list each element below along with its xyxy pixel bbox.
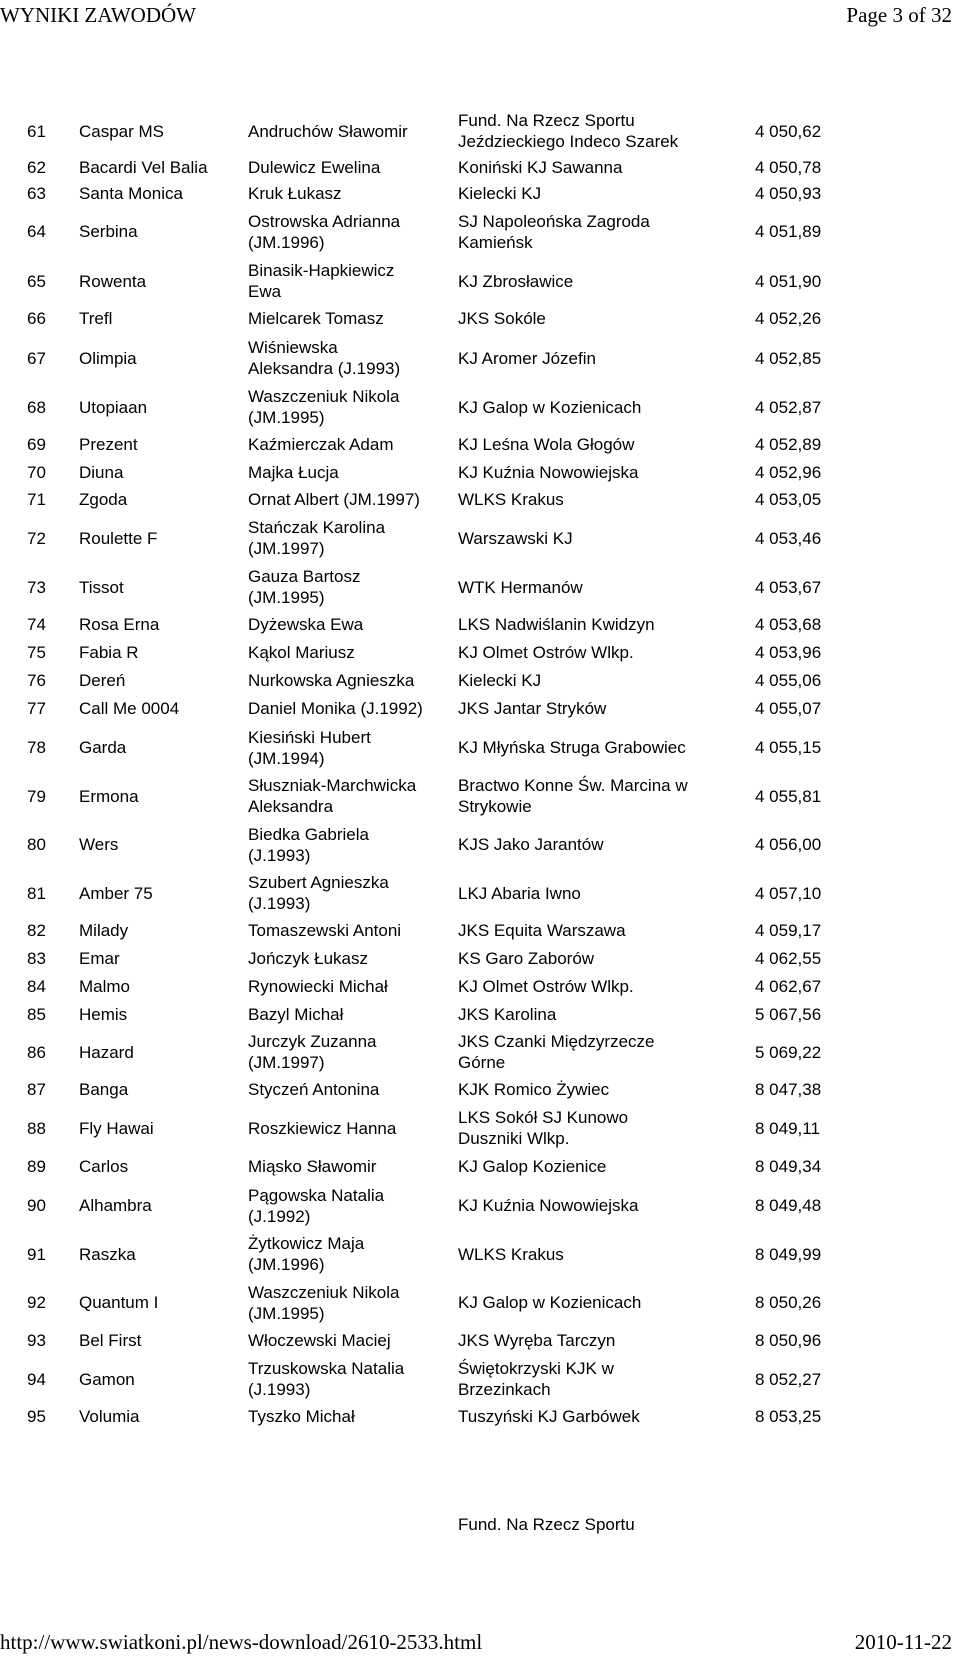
horse-name: Fabia R [79,643,139,662]
rider-name: Ornat Albert (JM.1997) [248,490,420,509]
row-number: 80 [27,835,46,854]
row-number: 72 [27,528,46,548]
result-value: 4 052,26 [755,309,822,328]
table-row [0,383,960,431]
horse-name: Rosa Erna [79,615,160,634]
rider-name: Binasik-Hapkiewicz Ewa [248,261,395,301]
result-value: 4 052,85 [755,348,822,368]
horse-name: Milady [79,921,129,940]
rider-name: Wiśniewska Aleksandra (J.1993) [248,338,401,378]
club-name: Bractwo Konne Św. Marcina w Strykowie [458,776,688,816]
result-value: 8 049,34 [755,1157,822,1176]
horse-name: Serbina [79,222,138,241]
result-value: 8 050,96 [755,1331,822,1350]
table-row [0,1001,960,1028]
result-value: 4 053,46 [755,528,822,548]
table-row [0,611,960,638]
horse-name: Rowenta [79,271,147,291]
rider-name: Ostrowska Adrianna (JM.1996) [248,211,401,252]
club-name: JKS Equita Warszawa [458,921,626,940]
club-name: Tuszyński KJ Garbówek [458,1407,640,1426]
club-name: WTK Hermanów [458,577,583,597]
rider-name: Trzuskowska Natalia (J.1993) [248,1359,405,1399]
row-number: 66 [27,309,46,328]
rider-name: Mielcarek Tomasz [248,309,384,328]
result-value: 4 050,62 [755,121,822,141]
horse-name: Olimpia [79,348,137,368]
club-name: Świętokrzyski KJK w Brzezinkach [458,1359,614,1399]
horse-name: Wers [79,835,119,854]
club-name: JKS Jantar Stryków [458,699,607,718]
page-header-title: WYNIKI ZAWODÓW [0,3,197,27]
row-number: 81 [27,883,46,903]
rider-name: Kiesiński Hubert (JM.1994) [248,727,371,768]
club-name: Kielecki KJ [458,671,542,690]
table-row [0,723,960,772]
club-name: KJ Młyńska Struga Grabowiec [458,738,686,757]
row-number: 76 [27,671,46,690]
result-value: 8 052,27 [755,1369,822,1389]
result-value: 4 053,96 [755,643,822,662]
horse-name: Carlos [79,1157,129,1176]
result-value: 4 052,89 [755,435,822,454]
table-row [0,109,960,153]
result-value: 4 050,93 [755,183,822,203]
row-number: 93 [27,1331,46,1350]
horse-name: Raszka [79,1244,136,1264]
horse-name: Tissot [79,577,124,597]
club-name: LKS Sokół SJ Kunowo Duszniki Wlkp. [458,1108,629,1148]
table-row [0,1278,960,1327]
rider-name: Miąsko Sławomir [248,1157,377,1176]
club-name: KJ Kuźnia Nowowiejska [458,463,639,482]
horse-name: Gamon [79,1369,135,1389]
row-number: 89 [27,1157,46,1176]
club-name: Warszawski KJ [458,528,573,548]
table-row [0,1181,960,1230]
row-number: 83 [27,949,46,968]
page-date: 2010-11-22 [854,1630,952,1654]
club-name: KJ Galop Kozienice [458,1157,607,1176]
result-value: 4 062,55 [755,949,822,968]
horse-name: Amber 75 [79,883,153,903]
rider-name: Roszkiewicz Hanna [248,1118,397,1138]
row-number: 61 [27,121,46,141]
table-row [0,945,960,972]
table-row [0,869,960,917]
row-number: 62 [27,157,46,177]
table-row [0,1076,960,1103]
table-row [0,1028,960,1076]
rider-name: Waszczeniuk Nikola (JM.1995) [248,387,400,427]
rider-name: Szubert Agnieszka (J.1993) [248,873,389,913]
result-value: 4 057,10 [755,883,822,903]
club-name: KJ Zbrosławice [458,271,574,291]
table-row [0,154,960,180]
result-value: 4 050,78 [755,157,822,177]
horse-name: Call Me 0004 [79,699,180,718]
rider-name: Rynowiecki Michał [248,977,388,996]
table-row [0,917,960,944]
result-value: 4 056,00 [755,835,822,854]
result-value: 8 047,38 [755,1080,822,1099]
rider-name: Daniel Monika (J.1992) [248,699,423,718]
horse-name: Trefl [79,309,113,328]
table-row [0,305,960,332]
table-row [0,1104,960,1152]
result-value: 5 067,56 [755,1005,822,1024]
horse-name: Caspar MS [79,121,165,141]
row-number: 92 [27,1293,46,1312]
table-row [0,973,960,1000]
row-number: 70 [27,463,46,482]
row-number: 84 [27,977,46,996]
row-number: 88 [27,1118,46,1138]
rider-name: Bazyl Michał [248,1005,344,1024]
horse-name: Zgoda [79,490,128,509]
rider-name: Żytkowicz Maja (JM.1996) [248,1234,365,1274]
table-row [0,257,960,305]
rider-name: Dulewicz Ewelina [248,157,381,177]
horse-name: Ermona [79,786,139,806]
horse-name: Utopiaan [79,397,148,417]
table-row [0,180,960,206]
horse-name: Diuna [79,463,124,482]
page-url: http://www.swiatkoni.pl/news-download/2610-2533.html [0,1630,483,1654]
row-number: 79 [27,786,46,806]
result-value: 4 055,06 [755,671,822,690]
result-value: 4 051,89 [755,222,822,241]
club-name: JKS Czanki Międzyrzecze Górne [458,1032,655,1072]
row-number: 91 [27,1244,46,1264]
table-row [0,695,960,722]
club-name: KJ Galop w Kozienicach [458,1293,642,1312]
club-name: Koniński KJ Sawanna [458,157,623,177]
rider-name: Gauza Bartosz (JM.1995) [248,567,361,607]
result-value: 4 059,17 [755,921,822,940]
club-name: JKS Wyręba Tarczyn [458,1331,616,1350]
club-name: JKS Karolina [458,1005,557,1024]
club-name: SJ Napoleońska Zagroda Kamieńsk [458,211,650,252]
result-value: 8 050,26 [755,1293,822,1312]
row-number: 73 [27,577,46,597]
table-row [0,1327,960,1354]
club-name: KJ Leśna Wola Głogów [458,435,635,454]
row-number: 90 [27,1196,46,1215]
rider-name: Styczeń Antonina [248,1080,380,1099]
row-number: 63 [27,183,46,203]
table-row [0,563,960,611]
row-number: 68 [27,397,46,417]
table-row [0,514,960,562]
horse-name: Bacardi Vel Balia [79,157,208,177]
horse-name: Bel First [79,1331,142,1350]
club-name: KJ Kuźnia Nowowiejska [458,1196,639,1215]
rider-name: Biedka Gabriela (J.1993) [248,824,369,865]
table-row [0,459,960,486]
club-name: KJ Aromer Józefin [458,348,596,368]
rider-name: Tomaszewski Antoni [248,921,402,940]
row-number: 78 [27,738,46,757]
result-value: 4 053,67 [755,577,822,597]
horse-name: Alhambra [79,1196,152,1215]
row-number: 74 [27,615,46,634]
horse-name: Volumia [79,1407,140,1426]
club-name: LKJ Abaria Iwno [458,883,581,903]
result-value: 8 053,25 [755,1407,822,1426]
table-row [0,1403,960,1430]
club-name: WLKS Krakus [458,490,564,509]
row-number: 65 [27,271,46,291]
table-row [0,1355,960,1403]
row-number: 86 [27,1042,46,1062]
rider-name: Andruchów Sławomir [248,121,408,141]
row-number: 82 [27,921,46,940]
result-value: 5 069,22 [755,1042,822,1062]
rider-name: Włoczewski Maciej [248,1331,391,1350]
row-number: 67 [27,348,46,368]
result-value: 4 052,87 [755,397,822,417]
club-name: KJ Olmet Ostrów Wlkp. [458,977,634,996]
club-name: KS Garo Zaborów [458,949,595,968]
rider-name: Kąkol Mariusz [248,643,355,662]
result-value: 8 049,48 [755,1196,822,1215]
rider-name: Nurkowska Agnieszka [248,671,415,690]
table-row [0,431,960,458]
table-row [0,1230,960,1278]
result-value: 4 052,96 [755,463,822,482]
club-name: KJK Romico Żywiec [458,1080,610,1099]
rider-name: Jończyk Łukasz [248,949,368,968]
row-number: 85 [27,1005,46,1024]
horse-name: Roulette F [79,528,158,548]
rider-name: Majka Łucja [248,463,339,482]
table-row [0,639,960,666]
page-number: Page 3 of 32 [846,3,952,27]
row-number: 95 [27,1407,46,1426]
row-number: 94 [27,1369,46,1389]
horse-name: Hazard [79,1042,134,1062]
rider-name: Tyszko Michał [248,1407,355,1426]
table-row [0,820,960,869]
row-number: 87 [27,1080,46,1099]
rider-name: Pągowska Natalia (J.1992) [248,1185,385,1226]
horse-name: Banga [79,1080,129,1099]
club-name: KJ Olmet Ostrów Wlkp. [458,643,634,662]
row-number: 64 [27,222,46,241]
rider-name: Słuszniak-Marchwicka Aleksandra [248,776,417,816]
club-name: LKS Nadwiślanin Kwidzyn [458,615,655,634]
result-value: 4 062,67 [755,977,822,996]
rider-name: Dyżewska Ewa [248,615,364,634]
horse-name: Fly Hawai [79,1118,154,1138]
result-value: 4 053,05 [755,490,822,509]
horse-name: Prezent [79,435,138,454]
horse-name: Malmo [79,977,131,996]
club-name: JKS Sokóle [458,309,546,328]
result-value: 4 055,81 [755,786,822,806]
rider-name: Jurczyk Zuzanna (JM.1997) [248,1032,377,1072]
table-row [0,207,960,256]
result-value: 8 049,99 [755,1244,822,1264]
result-value: 4 055,07 [755,699,822,718]
row-number: 71 [27,490,46,509]
table-row [0,667,960,694]
result-value: 8 049,11 [755,1118,820,1138]
row-number: 77 [27,699,46,718]
club-name: KJS Jako Jarantów [458,835,604,854]
table-row [0,486,960,513]
club-name: KJ Galop w Kozienicach [458,397,642,417]
club-name: WLKS Krakus [458,1244,564,1264]
row-number: 75 [27,643,46,662]
result-value: 4 051,90 [755,271,822,291]
horse-name: Emar [79,949,120,968]
rider-name: Stańczak Karolina (JM.1997) [248,518,386,558]
table-row [0,772,960,820]
rider-name: Kruk Łukasz [248,183,342,203]
row-number: 69 [27,435,46,454]
table-row [0,1153,960,1180]
table-row [0,333,960,383]
continued-club-text: Fund. Na Rzecz Sportu [458,1515,635,1534]
club-name: Kielecki KJ [458,183,542,203]
horse-name: Santa Monica [79,183,183,203]
result-value: 4 055,15 [755,738,822,757]
horse-name: Quantum I [79,1293,159,1312]
rider-name: Waszczeniuk Nikola (JM.1995) [248,1282,400,1323]
club-name: Fund. Na Rzecz Sportu Jeździeckiego Indeco Szarek [458,111,679,151]
horse-name: Garda [79,738,127,757]
result-value: 4 053,68 [755,615,822,634]
rider-name: Kaźmierczak Adam [248,435,394,454]
horse-name: Hemis [79,1005,128,1024]
horse-name: Dereń [79,671,126,690]
